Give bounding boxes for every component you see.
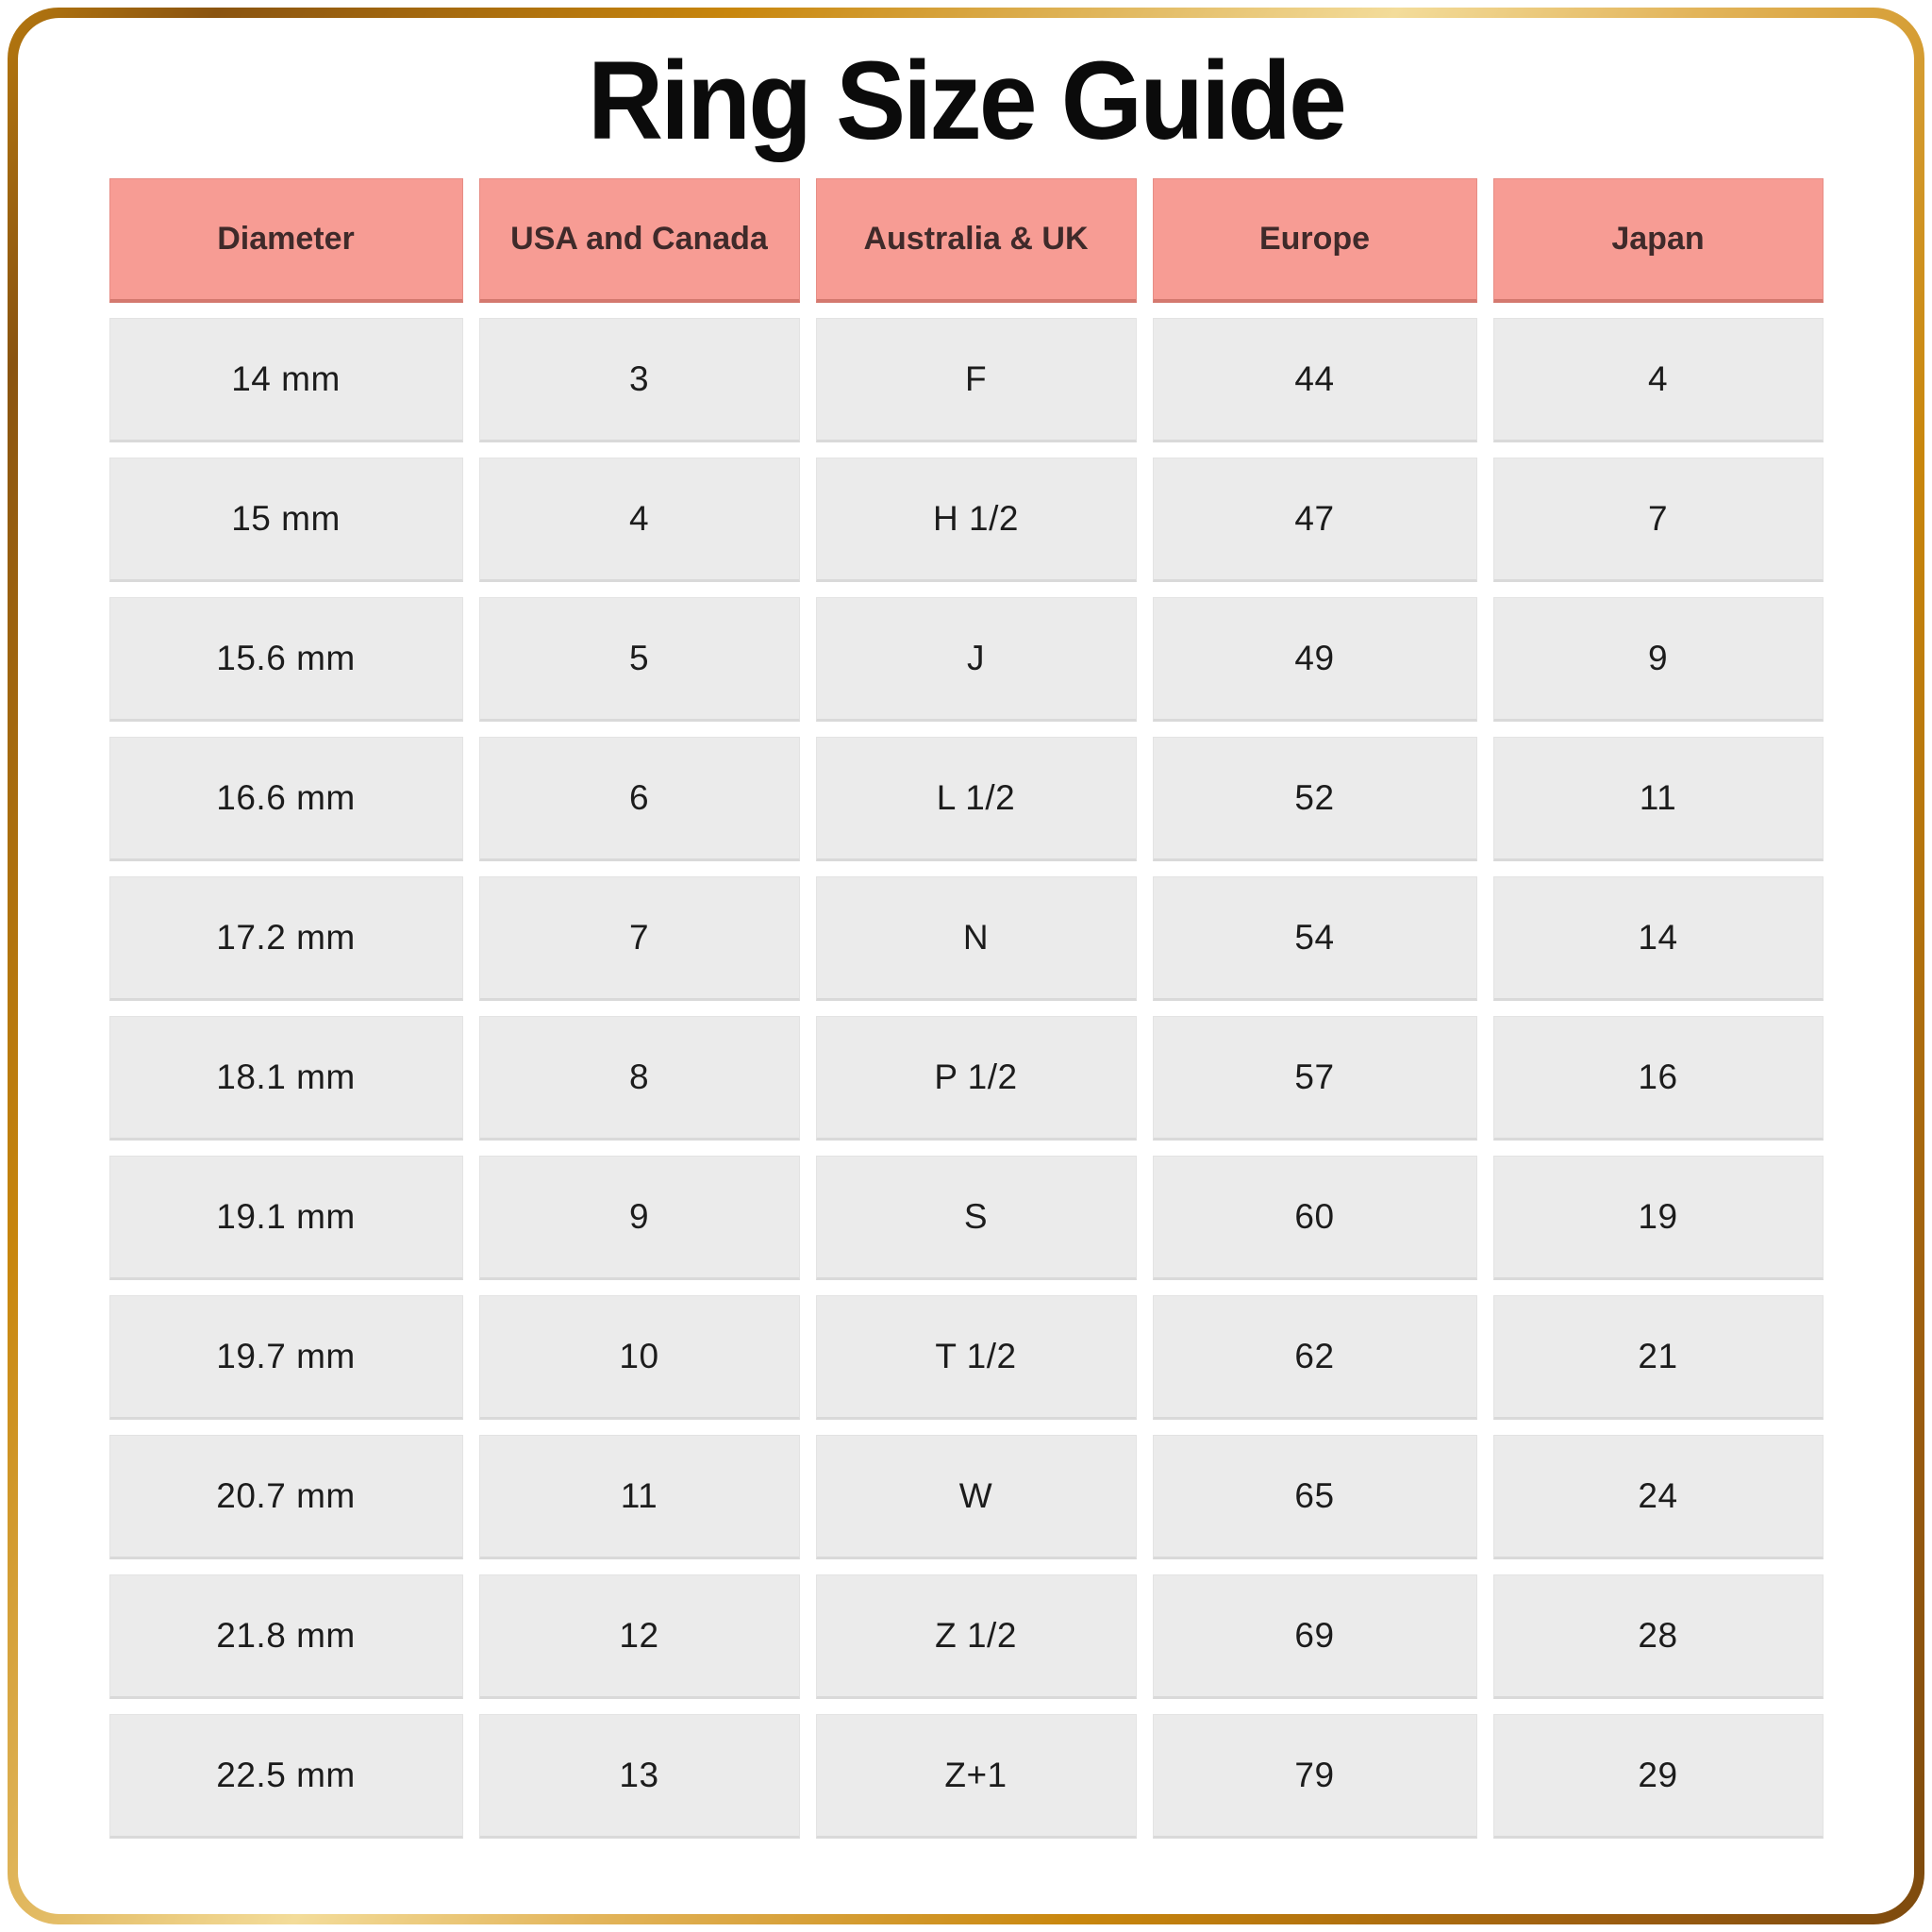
table-cell: 17.2 mm bbox=[109, 876, 463, 1001]
table-cell: 6 bbox=[479, 737, 800, 861]
table-cell: 22.5 mm bbox=[109, 1714, 463, 1839]
table-cell: 12 bbox=[479, 1574, 800, 1699]
header-cell-usa-canada: USA and Canada bbox=[479, 178, 800, 303]
table-cell: W bbox=[816, 1435, 1137, 1559]
table-cell: 57 bbox=[1153, 1016, 1477, 1141]
table-cell: T 1/2 bbox=[816, 1295, 1137, 1420]
table-cell: 5 bbox=[479, 597, 800, 722]
table-cell: 21 bbox=[1493, 1295, 1824, 1420]
table-cell: 10 bbox=[479, 1295, 800, 1420]
table-cell: 49 bbox=[1153, 597, 1477, 722]
table-cell: 11 bbox=[479, 1435, 800, 1559]
table-cell: 18.1 mm bbox=[109, 1016, 463, 1141]
table-cell: 54 bbox=[1153, 876, 1477, 1001]
table-cell: 65 bbox=[1153, 1435, 1477, 1559]
table-cell: 15.6 mm bbox=[109, 597, 463, 722]
table-cell: 7 bbox=[1493, 458, 1824, 582]
gold-frame bbox=[8, 8, 1924, 1924]
table-cell: 15 mm bbox=[109, 458, 463, 582]
header-cell-diameter: Diameter bbox=[109, 178, 463, 303]
header-cell-australia-uk: Australia & UK bbox=[816, 178, 1137, 303]
table-cell: 62 bbox=[1153, 1295, 1477, 1420]
table-cell: 60 bbox=[1153, 1156, 1477, 1280]
table-cell: 11 bbox=[1493, 737, 1824, 861]
table-cell: 8 bbox=[479, 1016, 800, 1141]
table-cell: 13 bbox=[479, 1714, 800, 1839]
table-cell: 19.7 mm bbox=[109, 1295, 463, 1420]
table-cell: 14 mm bbox=[109, 318, 463, 442]
table-cell: 9 bbox=[479, 1156, 800, 1280]
table-cell: 7 bbox=[479, 876, 800, 1001]
table-cell: 4 bbox=[1493, 318, 1824, 442]
table-cell: 52 bbox=[1153, 737, 1477, 861]
table-cell: 24 bbox=[1493, 1435, 1824, 1559]
table-cell: 44 bbox=[1153, 318, 1477, 442]
table-cell: 29 bbox=[1493, 1714, 1824, 1839]
table-cell: 14 bbox=[1493, 876, 1824, 1001]
table-cell: 19.1 mm bbox=[109, 1156, 463, 1280]
header-cell-japan: Japan bbox=[1493, 178, 1824, 303]
page-title: Ring Size Guide bbox=[587, 39, 1344, 163]
table-cell: 4 bbox=[479, 458, 800, 582]
table-cell: 20.7 mm bbox=[109, 1435, 463, 1559]
ring-size-table bbox=[109, 178, 1824, 1839]
table-cell: 79 bbox=[1153, 1714, 1477, 1839]
table-cell: Z 1/2 bbox=[816, 1574, 1137, 1699]
table-cell: 47 bbox=[1153, 458, 1477, 582]
table-cell: 16.6 mm bbox=[109, 737, 463, 861]
table-cell: 21.8 mm bbox=[109, 1574, 463, 1699]
table-cell: 3 bbox=[479, 318, 800, 442]
header-cell-europe: Europe bbox=[1153, 178, 1477, 303]
table-cell: L 1/2 bbox=[816, 737, 1137, 861]
table-cell: 19 bbox=[1493, 1156, 1824, 1280]
table-cell: 28 bbox=[1493, 1574, 1824, 1699]
table-cell: N bbox=[816, 876, 1137, 1001]
table-cell: 9 bbox=[1493, 597, 1824, 722]
table-cell: H 1/2 bbox=[816, 458, 1137, 582]
table-cell: F bbox=[816, 318, 1137, 442]
table-cell: J bbox=[816, 597, 1137, 722]
table-cell: P 1/2 bbox=[816, 1016, 1137, 1141]
table-cell: Z+1 bbox=[816, 1714, 1137, 1839]
page bbox=[18, 18, 1914, 1914]
table-cell: S bbox=[816, 1156, 1137, 1280]
table-cell: 69 bbox=[1153, 1574, 1477, 1699]
table-cell: 16 bbox=[1493, 1016, 1824, 1141]
